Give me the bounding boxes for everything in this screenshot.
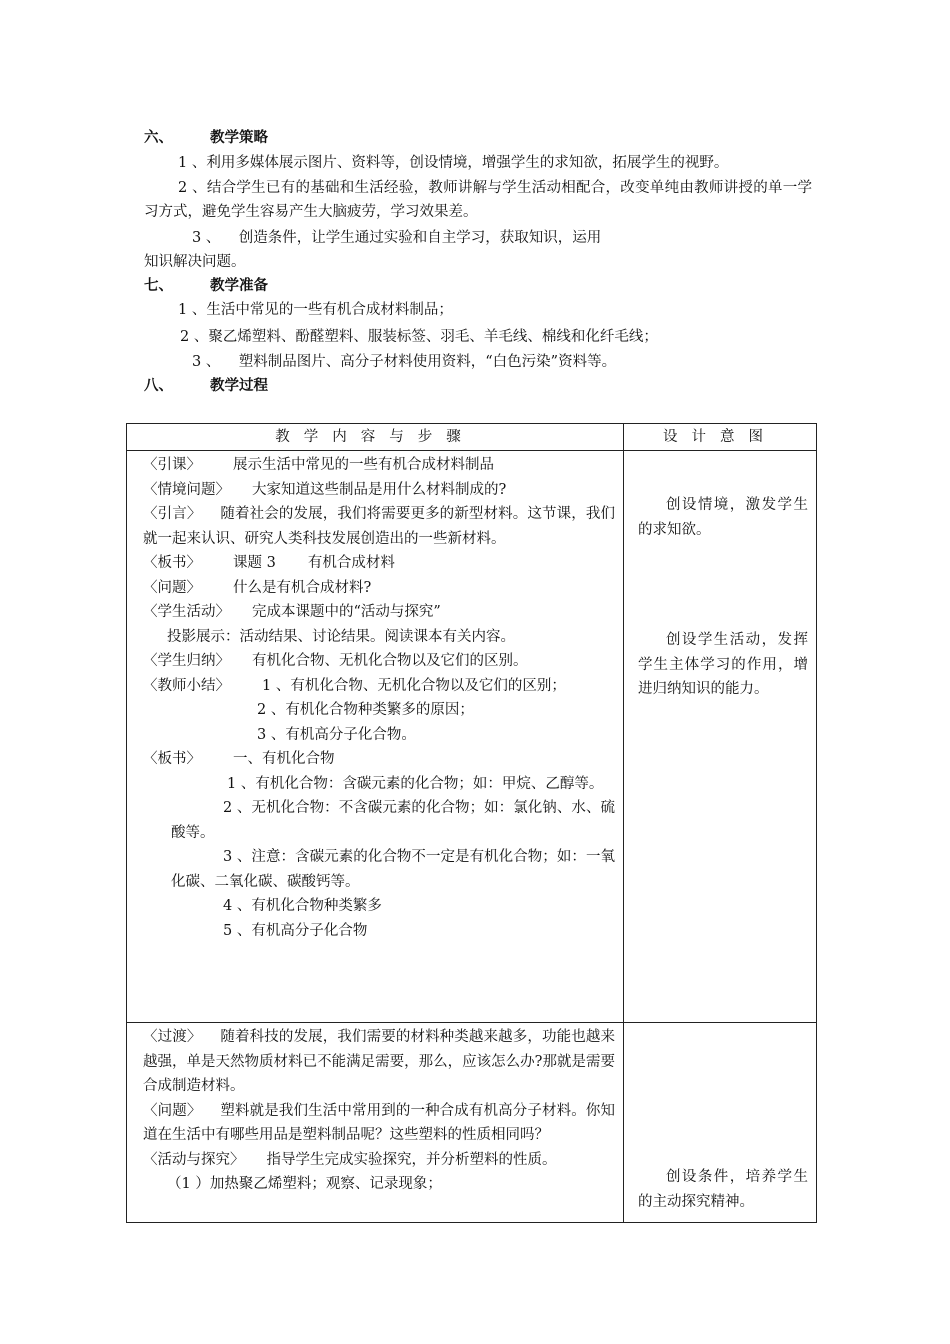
strategy-item-3: 3 、 创造条件，让学生通过实验和自主学习，获取知识，运用 <box>192 230 602 246</box>
prep-item-3: 3 、 塑料制品图片、高分子材料使用资料，“白色污染”资料等。 <box>192 354 617 370</box>
content-line: 〈问题〉 什么是有机合成材料? <box>143 579 372 596</box>
section-title: 教学策略 <box>210 129 268 146</box>
strategy-item-3-cont: 知识解决问题。 <box>144 254 246 270</box>
content-line: 2 、无机化合物：不含碳元素的化合物；如：氯化钠、水、硫酸等。 <box>171 800 615 841</box>
design-note: 创设学生活动，发挥学生主体学习的作用，增进归纳知识的能力。 <box>638 632 808 697</box>
header-content-steps: 教学内容与步骤 <box>127 424 624 451</box>
content-line: 〈教师小结〉 1 、有机化合物、无机化合物以及它们的区别； <box>143 677 566 694</box>
content-line: 〈引课〉 展示生活中常见的一些有机合成材料制品 <box>143 457 494 473</box>
design-note: 创设条件，培养学生的主动探究精神。 <box>638 1169 808 1210</box>
content-line: 〈情境问题〉 大家知道这些制品是用什么材料制成的? <box>143 481 507 498</box>
design-cell <box>624 451 817 1023</box>
content-line: 3 、有机高分子化合物。 <box>257 726 416 743</box>
content-line: 1 、有机化合物：含碳元素的化合物；如：甲烷、乙醇等。 <box>227 775 604 792</box>
content-line: 〈板书〉 课题 3 有机合成材料 <box>143 555 395 571</box>
table-header-row <box>127 424 817 451</box>
section-eight-heading <box>144 374 268 398</box>
header-design-intent: 设计意图 <box>624 424 817 451</box>
design-note: 创设情境，激发学生的求知欲。 <box>638 497 808 538</box>
content-line: 投影展示：活动结果、讨论结果。阅读课本有关内容。 <box>167 628 515 645</box>
strategy-item-1: 1 、利用多媒体展示图片、资料等，创设情境，增强学生的求知欲，拓展学生的视野。 <box>178 155 729 171</box>
content-line: 2 、有机化合物种类繁多的原因； <box>257 702 474 718</box>
section-title: 教学过程 <box>210 377 268 394</box>
design-cell <box>624 1023 817 1223</box>
content-line: 〈学生归纳〉 有机化合物、无机化合物以及它们的区别。 <box>143 653 528 669</box>
table-row <box>127 451 817 1023</box>
content-line: 〈过渡〉 随着科技的发展，我们需要的材料种类越来越多，功能也越来越强，单是天然物质材料已不能满足需要，那么，应该怎么办?那就是需要合成制造材料。 <box>143 1029 615 1094</box>
teaching-process-table <box>126 423 817 1223</box>
content-line: 〈活动与探究〉 指导学生完成实验探究，并分析塑料的性质。 <box>143 1151 557 1168</box>
section-number: 六、 <box>144 129 173 146</box>
content-line: 〈引言〉 随着社会的发展，我们将需要更多的新型材料。这节课，我们就一起来认识、研究人类科技发展创造出的一些新材料。 <box>143 506 615 547</box>
content-line: 3 、注意：含碳元素的化合物不一定是有机化合物；如：一氧化碳、二氧化碳、碳酸钙等。 <box>171 849 615 890</box>
section-number: 八、 <box>144 377 173 394</box>
section-title: 教学准备 <box>210 277 268 294</box>
prep-item-2: 2 、聚乙烯塑料、酚醛塑料、服装标签、羽毛、羊毛线、棉线和化纤毛线； <box>180 329 658 345</box>
section-number: 七、 <box>144 277 173 294</box>
content-cell <box>127 451 624 1023</box>
content-cell <box>127 1023 624 1223</box>
content-line: 〈问题〉 塑料就是我们生活中常用到的一种合成有机高分子材料。你知道在生活中有哪些用品是塑料制品呢？这些塑料的性质相同吗？ <box>143 1102 615 1143</box>
table-row <box>127 1023 817 1223</box>
section-seven-heading <box>144 274 268 298</box>
content-line: 4 、有机化合物种类繁多 <box>223 898 382 914</box>
content-line: （1 ）加热聚乙烯塑料；观察、记录现象； <box>167 1176 442 1192</box>
section-six-heading <box>144 126 268 150</box>
content-line: 〈学生活动〉 完成本课题中的“活动与探究” <box>143 604 441 620</box>
strategy-item-2: 2 、结合学生已有的基础和生活经验，教师讲解与学生活动相配合，改变单纯由教师讲授的单一学习方式，避免学生容易产生大脑疲劳，学习效果差。 <box>144 180 812 220</box>
content-line: 〈板书〉 一、有机化合物 <box>143 751 335 767</box>
content-line: 5 、有机高分子化合物 <box>223 922 368 939</box>
prep-item-1: 1 、生活中常见的一些有机合成材料制品； <box>178 302 453 318</box>
